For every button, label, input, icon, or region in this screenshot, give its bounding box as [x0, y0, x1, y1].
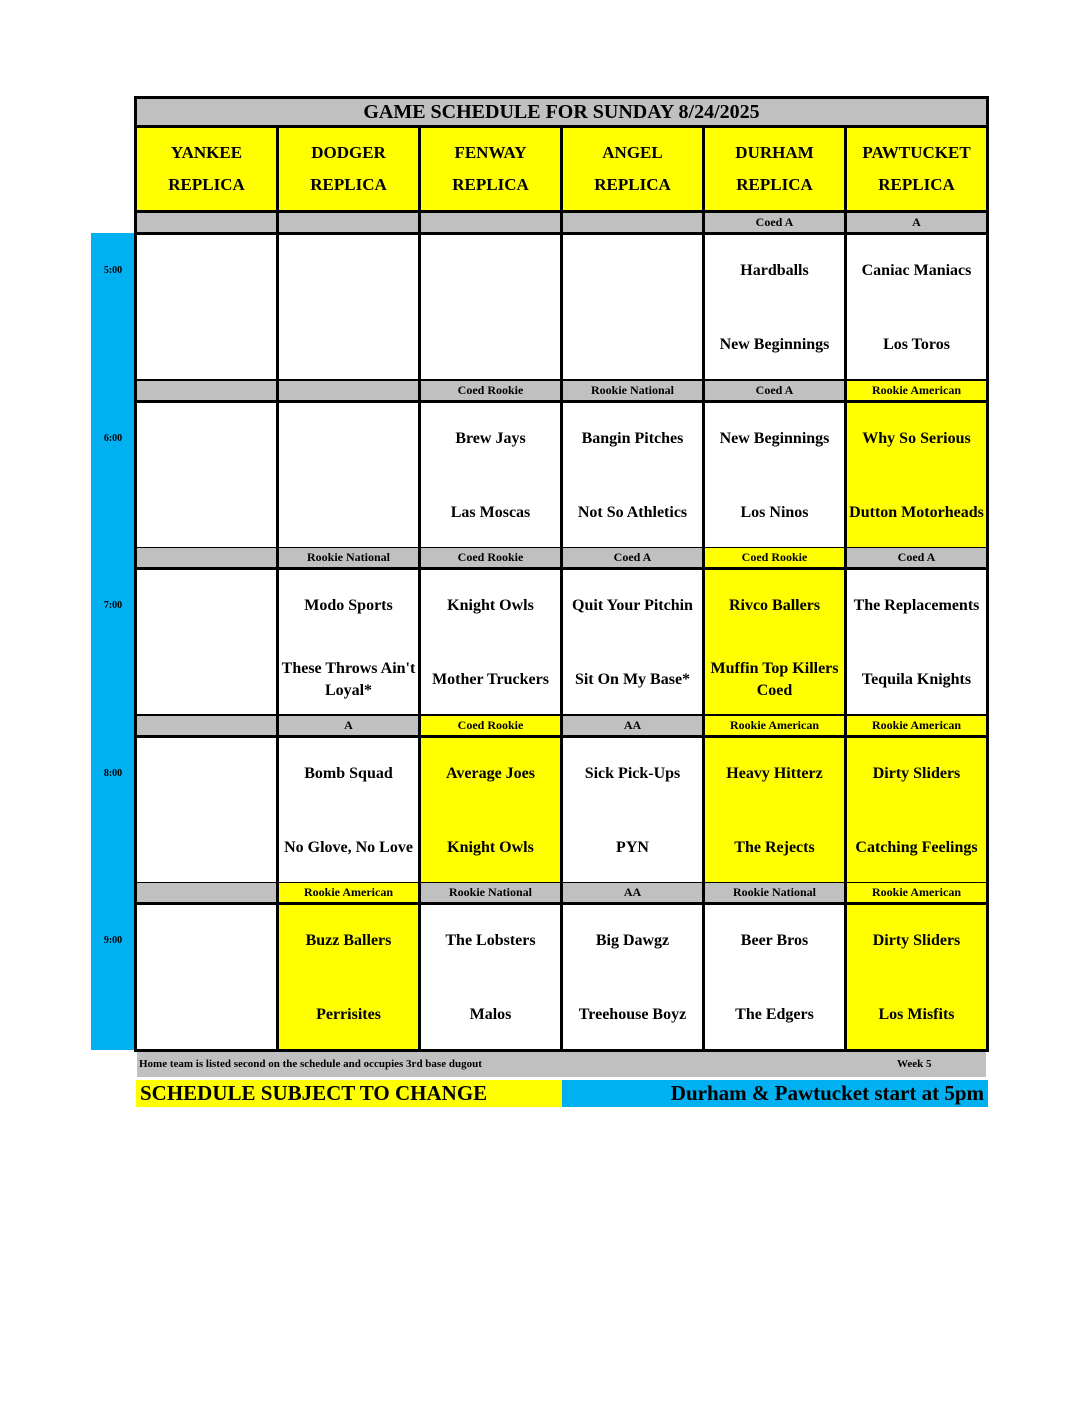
away-team	[563, 251, 702, 291]
game-cell	[137, 738, 276, 882]
away-team	[279, 251, 418, 291]
away-team	[137, 921, 276, 961]
time-slot-label: 7:00	[103, 600, 123, 611]
home-team: Los Misfits	[878, 1006, 955, 1023]
game-cell	[705, 905, 844, 1049]
division-label: Rookie American	[847, 381, 986, 400]
away-team: The Lobsters	[445, 932, 536, 949]
away-team: Bomb Squad	[304, 765, 393, 782]
home-team: Las Moscas	[450, 504, 531, 521]
time-slot-label: 8:00	[103, 768, 123, 779]
home-team: The Edgers	[735, 1006, 814, 1023]
game-cell	[279, 905, 418, 1049]
division-label: Coed A	[705, 381, 844, 400]
venue-subtitle: REPLICA	[310, 175, 387, 194]
home-team: Los Ninos	[740, 504, 809, 521]
division-label	[421, 213, 560, 232]
time-slot-label: 6:00	[103, 433, 123, 444]
time-slot-label: 5:00	[103, 265, 123, 276]
away-team	[137, 586, 276, 626]
venue-header	[563, 128, 702, 210]
home-team	[137, 493, 276, 533]
home-team: Mother Truckers	[432, 671, 549, 688]
away-team: Beer Bros	[740, 932, 809, 949]
venue-name: PAWTUCKET	[862, 143, 971, 162]
home-team: Sit On My Base*	[574, 671, 691, 688]
home-team: Tequila Knights	[861, 671, 972, 688]
division-label: AA	[563, 883, 702, 902]
game-cell	[563, 905, 702, 1049]
game-cell	[137, 235, 276, 379]
away-team	[137, 251, 276, 291]
home-team: No Glove, No Love	[284, 839, 413, 856]
game-cell	[421, 738, 560, 882]
home-team	[421, 325, 560, 365]
game-cell	[563, 570, 702, 714]
home-team: These Throws Ain't Loyal*	[281, 660, 416, 699]
away-team: Average Joes	[446, 765, 535, 782]
home-team: Malos	[469, 1006, 512, 1023]
game-cell	[279, 235, 418, 379]
away-team: Quit Your Pitchin	[572, 597, 693, 614]
home-team: Los Toros	[883, 336, 950, 353]
game-cell	[847, 905, 986, 1049]
game-cell	[563, 235, 702, 379]
division-label: Coed Rookie	[421, 381, 560, 400]
week-label: Week 5	[897, 1058, 932, 1070]
game-cell	[563, 738, 702, 882]
away-team	[421, 251, 560, 291]
venue-subtitle: REPLICA	[878, 175, 955, 194]
division-label	[563, 213, 702, 232]
home-team: Muffin Top Killers Coed	[710, 660, 839, 699]
division-label: A	[279, 716, 418, 735]
home-team	[563, 325, 702, 365]
away-team	[137, 419, 276, 459]
game-cell	[421, 905, 560, 1049]
venue-subtitle: REPLICA	[452, 175, 529, 194]
venue-name: DODGER	[311, 143, 386, 162]
schedule-grid	[134, 96, 989, 1052]
game-cell	[137, 403, 276, 547]
home-team: PYN	[616, 839, 649, 856]
away-team: Hardballs	[740, 262, 809, 279]
venue-subtitle: REPLICA	[736, 175, 813, 194]
game-cell	[705, 738, 844, 882]
home-team	[279, 325, 418, 365]
home-team: Knight Owls	[447, 839, 534, 856]
home-team	[137, 660, 276, 700]
game-cell	[137, 570, 276, 714]
schedule-change-warning: SCHEDULE SUBJECT TO CHANGE	[136, 1080, 562, 1107]
game-cell	[421, 235, 560, 379]
game-cell	[847, 403, 986, 547]
home-team: The Rejects	[734, 839, 815, 856]
division-label	[137, 716, 276, 735]
division-label: Coed Rookie	[421, 716, 560, 735]
away-team: The Replacements	[853, 597, 980, 614]
time-slot-label: 9:00	[103, 935, 123, 946]
venue-name: DURHAM	[735, 143, 814, 162]
away-team: New Beginnings	[719, 430, 830, 447]
home-team: Not So Athletics	[577, 504, 688, 521]
venue-header	[847, 128, 986, 210]
home-team: Treehouse Boyz	[578, 1006, 687, 1023]
division-label: Coed Rookie	[421, 548, 560, 567]
division-label	[279, 381, 418, 400]
division-label: AA	[563, 716, 702, 735]
home-team: Perrisites	[316, 1006, 381, 1023]
start-time-note: Durham & Pawtucket start at 5pm	[562, 1080, 988, 1107]
game-cell	[563, 403, 702, 547]
away-team: Knight Owls	[447, 597, 534, 614]
venue-name: ANGEL	[602, 143, 663, 162]
division-label: Coed A	[847, 548, 986, 567]
away-team: Heavy Hitterz	[726, 765, 823, 782]
game-cell	[137, 905, 276, 1049]
venue-header	[279, 128, 418, 210]
game-cell	[847, 235, 986, 379]
division-label: Rookie American	[279, 883, 418, 902]
division-label	[137, 548, 276, 567]
division-label: Rookie American	[847, 883, 986, 902]
away-team: Big Dawgz	[595, 932, 670, 949]
away-team: Rivco Ballers	[728, 597, 821, 614]
home-team: New Beginnings	[719, 336, 830, 353]
venue-header	[421, 128, 560, 210]
division-label	[137, 213, 276, 232]
away-team	[137, 754, 276, 794]
game-cell	[705, 570, 844, 714]
game-cell	[421, 403, 560, 547]
division-label	[137, 883, 276, 902]
game-cell	[279, 570, 418, 714]
division-label: Rookie National	[279, 548, 418, 567]
away-team: Caniac Maniacs	[861, 262, 972, 279]
away-team: Buzz Ballers	[305, 932, 392, 949]
division-label: Rookie National	[421, 883, 560, 902]
game-cell	[279, 403, 418, 547]
away-team	[279, 419, 418, 459]
home-team	[137, 325, 276, 365]
division-label: Coed Rookie	[705, 548, 844, 567]
away-team: Why So Serious	[862, 430, 971, 447]
time-column-bar	[91, 233, 135, 1050]
division-label: Rookie National	[705, 883, 844, 902]
page-title: GAME SCHEDULE FOR SUNDAY 8/24/2025	[137, 99, 986, 125]
game-cell	[705, 235, 844, 379]
away-team: Bangin Pitches	[581, 430, 684, 447]
venue-name: FENWAY	[454, 143, 527, 162]
home-team: Catching Feelings	[855, 839, 978, 856]
away-team: Dirty Sliders	[872, 932, 961, 949]
away-team: Brew Jays	[455, 430, 526, 447]
division-label	[137, 381, 276, 400]
venue-header	[705, 128, 844, 210]
game-cell	[421, 570, 560, 714]
division-label: Rookie American	[847, 716, 986, 735]
division-label	[279, 213, 418, 232]
home-team	[137, 995, 276, 1035]
away-team: Dirty Sliders	[872, 765, 961, 782]
venue-header	[137, 128, 276, 210]
home-team-note: Home team is listed second on the schedule and occupies 3rd base dugout	[139, 1058, 482, 1070]
away-team: Sick Pick-Ups	[584, 765, 681, 782]
game-cell	[847, 570, 986, 714]
venue-subtitle: REPLICA	[168, 175, 245, 194]
division-label: Rookie American	[705, 716, 844, 735]
home-team	[279, 493, 418, 533]
venue-name: YANKEE	[170, 143, 243, 162]
division-label: Coed A	[705, 213, 844, 232]
home-team: Dutton Motorheads	[849, 504, 984, 521]
division-label: A	[847, 213, 986, 232]
away-team: Modo Sports	[304, 597, 393, 614]
home-team	[137, 828, 276, 868]
game-cell	[847, 738, 986, 882]
division-label: Rookie National	[563, 381, 702, 400]
game-cell	[705, 403, 844, 547]
venue-subtitle: REPLICA	[594, 175, 671, 194]
game-cell	[279, 738, 418, 882]
division-label: Coed A	[563, 548, 702, 567]
footer-note-row	[137, 1052, 986, 1077]
